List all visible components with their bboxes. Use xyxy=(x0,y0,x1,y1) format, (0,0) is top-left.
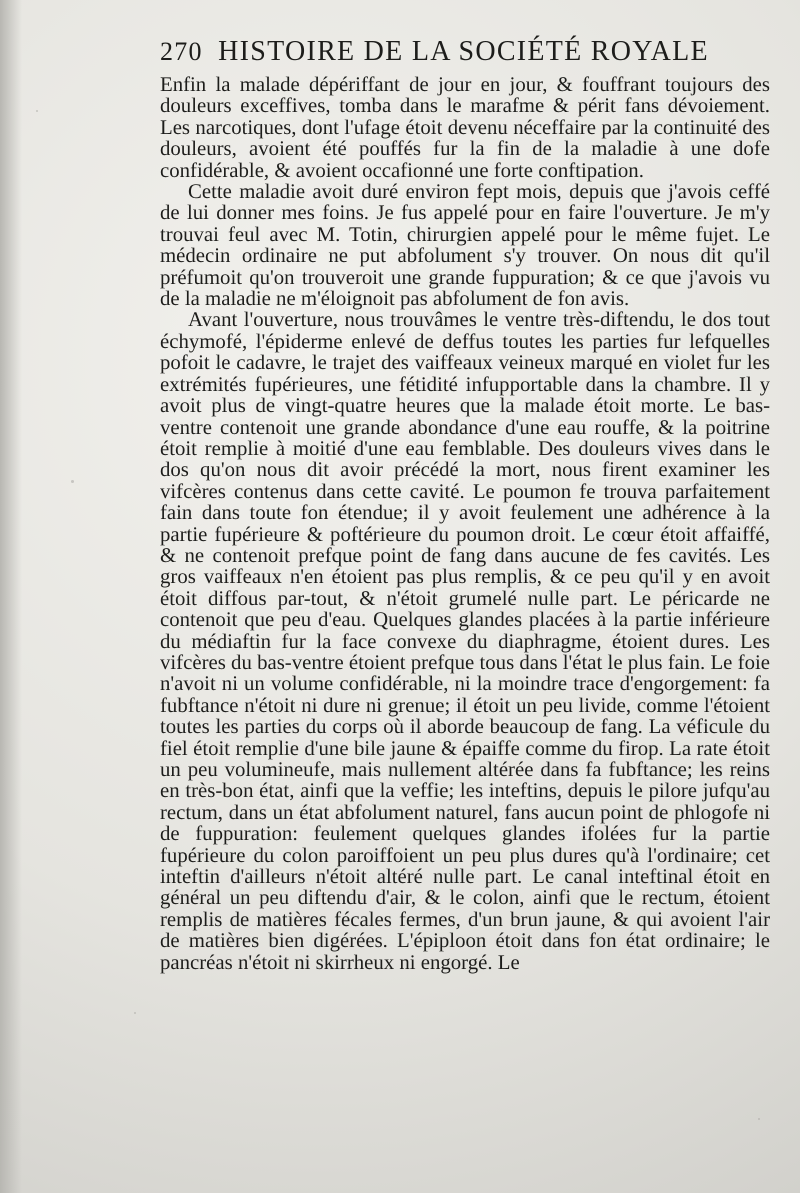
running-header xyxy=(160,36,770,76)
paper-speck xyxy=(71,480,74,483)
paragraph-2: Cette maladie avoit duré environ fept mois, depuis que j'avois ceffé de lui donner mes foins. Je fus appelé pour en faire l'ouverture. Je m'y trouvai feul avec M. Totin, chirurgien appelé pour le même fujet. Le médecin ordinaire ne put abfolument s'y trouver. On nous dit qu'il préfumoit qu'on trouveroit une grande fuppuration; & ce que j'avois vu de la maladie ne m'éloignoit pas abfolument de fon avis. xyxy=(160,180,770,311)
running-title: HISTOIRE DE LA SOCIÉTÉ ROYALE xyxy=(218,36,709,67)
binding-shadow xyxy=(0,0,22,1193)
paper-speck xyxy=(36,110,38,112)
paragraph-3: Avant l'ouverture, nous trouvâmes le ventre très-diftendu, le dos tout échymofé, l'épiderme enlevé de deffus toutes les parties fur lefquelles pofoit le cadavre, le trajet des vaiffeaux veineux marqué en violet fur les extrémités fupérieures, une fétidité infupportable dans la chambre. Il y avoit plus de vingt-quatre heures que la malade étoit morte. Le bas-ventre contenoit une grande abondance d'une eau rouffe, & la poitrine étoit remplie à moitié d'une eau femblable. Des douleurs vives dans le dos qu'on nous dit avoir précédé la mort, nous firent examiner les vifcères contenus dans cette cavité. Le poumon fe trouva parfaitement fain dans toute fon étendue; il y avoit feulement une adhérence à la partie fupérieure & poftérieure du poumon droit. Le cœur étoit affaiffé, & ne contenoit prefque point de fang dans aucune de fes cavités. Les gros vaiffeaux n'en étoient pas plus remplis, & ce peu qu'il y en avoit étoit diffous par-tout, & n'étoit grumelé nulle part. Le péricarde ne contenoit que peu d'eau. Quelques glandes placées à la partie inférieure du médiaftin fur la face convexe du diaphragme, étoient dures. Les vifcères du bas-ventre étoient prefque tous dans l'état le plus fain. Le foie n'avoit ni un volume confidérable, ni la moindre trace d'engorgement: fa fubftance n'étoit ni dure ni grenue; il étoit un peu livide, comme l'étoient toutes les parties du corps où il aborde beaucoup de fang. La véficule du fiel étoit remplie d'une bile jaune & épaiffe comme du firop. La rate étoit un peu volumineufe, mais nullement altérée dans fa fubftance; les reins en très-bon état, ainfi que la veffie; les inteftins, depuis le pilore jufqu'au rectum, dans un état abfolument naturel, fans aucun point de phlogofe ni de fuppuration: feulement quelques glandes ifolées fur la partie fupérieure du colon paroiffoient un peu plus dures qu'à l'ordinaire; cet inteftin d'ailleurs n'étoit altéré nulle part. Le canal inteftinal étoit en général un peu diftendu d'air, & le colon, ainfi que le rectum, étoient remplis de matières fécales fermes, d'un brun jaune, & qui avoient l'air de matières bien digérées. L'épiploon étoit dans fon état ordinaire; le pancréas n'étoit ni skirrheux ni engorgé. Le xyxy=(160,308,770,974)
paragraph-1: Enfin la malade dépériffant de jour en jour, & fouffrant toujours des douleurs exceffives, tomba dans le marafme & périt fans dévoiement. Les narcotiques, dont l'ufage étoit devenu néceffaire par la continuité des douleurs, avoient été pouffés fur la fin de la maladie à une dofe confidérable, & avoient occafionné une forte conftipation. xyxy=(160,73,770,182)
paper-speck xyxy=(134,1012,136,1014)
paper-speck xyxy=(758,1118,760,1120)
page-number: 270 xyxy=(160,37,203,66)
body-text xyxy=(160,74,770,973)
